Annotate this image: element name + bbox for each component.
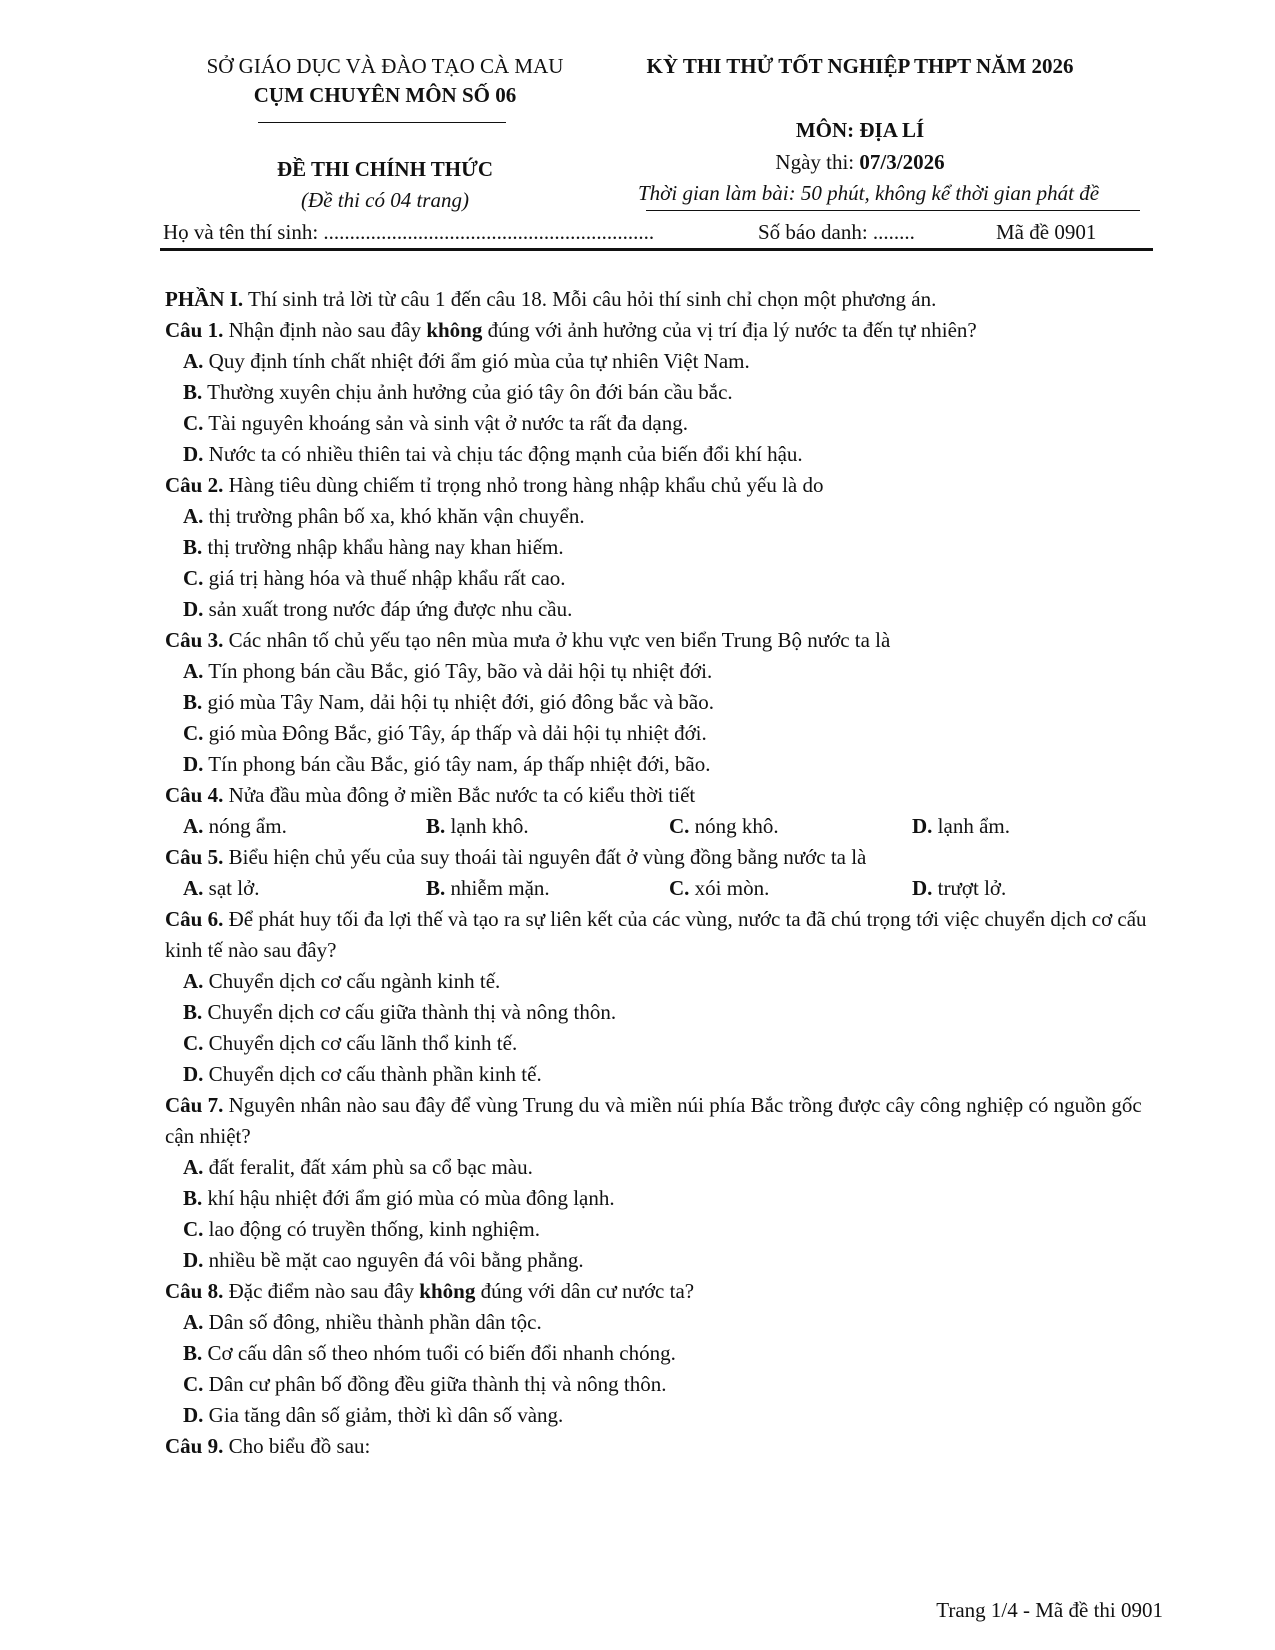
question-9 <box>165 1431 1155 1462</box>
question-text-post: đúng với ảnh hưởng của vị trí địa lý nước ta đến tự nhiên? <box>482 318 977 342</box>
option-text: Dân số đông, nhiều thành phần dân tộc. <box>208 1310 542 1334</box>
candidate-id-field: Số báo danh: ........ <box>758 220 915 244</box>
option-text: trượt lở. <box>937 876 1007 900</box>
option-letter: A. <box>183 876 204 900</box>
option-text: nhiễm mặn. <box>450 876 550 900</box>
option <box>165 1400 1155 1431</box>
option-letter: A. <box>183 504 204 528</box>
option-text: Gia tăng dân số giảm, thời kì dân số vàng. <box>208 1403 564 1427</box>
option-letter: C. <box>183 566 204 590</box>
option <box>165 532 1155 563</box>
option <box>165 1183 1155 1214</box>
cluster-name: CỤM CHUYÊN MÔN SỐ 06 <box>253 83 517 107</box>
option-letter: D. <box>912 876 933 900</box>
option-text: Tài nguyên khoáng sản và sinh vật ở nước ta rất đa dạng. <box>208 411 689 435</box>
option-text: Chuyển dịch cơ cấu thành phần kinh tế. <box>208 1062 542 1086</box>
exam-date-value: 07/3/2026 <box>859 150 945 174</box>
question-4 <box>165 780 1155 842</box>
option <box>165 749 1155 780</box>
question-text-pre: Nhận định nào sau đây <box>223 318 427 342</box>
question-1 <box>165 315 1155 470</box>
option-text: Quy định tính chất nhiệt đới ẩm gió mùa của tự nhiên Việt Nam. <box>208 349 750 373</box>
option-letter: D. <box>912 814 933 838</box>
option <box>669 873 912 904</box>
option-text: thị trường nhập khẩu hàng nay khan hiếm. <box>207 535 564 559</box>
question-body <box>165 284 1155 1462</box>
option <box>165 439 1155 470</box>
option <box>165 1369 1155 1400</box>
question-label: Câu 9. <box>165 1434 224 1458</box>
option-text: sạt lở. <box>208 876 260 900</box>
option <box>912 873 1155 904</box>
option-text: Tín phong bán cầu Bắc, gió tây nam, áp thấp nhiệt đới, bão. <box>208 752 711 776</box>
question-label: Câu 2. <box>165 473 224 497</box>
option-text: Chuyển dịch cơ cấu lãnh thổ kinh tế. <box>208 1031 518 1055</box>
option-letter: D. <box>183 1062 204 1086</box>
question-label: Câu 8. <box>165 1279 224 1303</box>
option <box>165 966 1155 997</box>
time-underline <box>646 210 1140 211</box>
option-letter: B. <box>183 1000 203 1024</box>
option <box>669 811 912 842</box>
department-name: SỞ GIÁO DỤC VÀ ĐÀO TẠO CÀ MAU <box>206 54 564 78</box>
option-text: xói mòn. <box>694 876 770 900</box>
option <box>165 563 1155 594</box>
official-label: ĐỀ THI CHÍNH THỨC <box>276 157 494 181</box>
option <box>165 1152 1155 1183</box>
question-text: Để phát huy tối đa lợi thế và tạo ra sự liên kết của các vùng, nước ta đã chú trọng tới việc chuyển dịch cơ cấu kinh tế nào sau đây? <box>165 907 1147 962</box>
question-3 <box>165 625 1155 780</box>
option-text: lao động có truyền thống, kinh nghiệm. <box>208 1217 540 1241</box>
option <box>426 811 669 842</box>
option-letter: A. <box>183 659 204 683</box>
part-label: PHẦN I. <box>165 287 244 311</box>
option-letter: A. <box>183 349 204 373</box>
option-text: Nước ta có nhiều thiên tai và chịu tác động mạnh của biến đổi khí hậu. <box>208 442 803 466</box>
option-row <box>165 873 1155 904</box>
option <box>426 873 669 904</box>
option-letter: D. <box>183 1403 204 1427</box>
option-letter: D. <box>183 597 204 621</box>
option-text: lạnh ẩm. <box>937 814 1010 838</box>
option <box>165 1214 1155 1245</box>
part-instruction-text: Thí sinh trả lời từ câu 1 đến câu 18. Mỗi câu hỏi thí sinh chỉ chọn một phương án. <box>243 287 937 311</box>
question-stem <box>165 1431 1155 1462</box>
option-text: khí hậu nhiệt đới ẩm gió mùa có mùa đông lạnh. <box>207 1186 615 1210</box>
option-text: giá trị hàng hóa và thuế nhập khẩu rất cao. <box>208 566 566 590</box>
exam-title: KỲ THI THỬ TỐT NGHIỆP THPT NĂM 2026 <box>646 54 1074 78</box>
option-letter: D. <box>183 1248 204 1272</box>
option <box>183 873 426 904</box>
option-letter: B. <box>183 1341 203 1365</box>
option-letter: C. <box>183 1031 204 1055</box>
option-letter: C. <box>183 1217 204 1241</box>
option <box>165 346 1155 377</box>
question-label: Câu 7. <box>165 1093 224 1117</box>
option <box>165 501 1155 532</box>
question-text: Các nhân tố chủ yếu tạo nên mùa mưa ở khu vực ven biển Trung Bộ nước ta là <box>223 628 891 652</box>
time-note: Thời gian làm bài: 50 phút, không kể thời gian phát đề <box>638 181 1100 205</box>
question-text: Cho biểu đồ sau: <box>223 1434 371 1458</box>
option-letter: D. <box>183 752 204 776</box>
cluster-underline <box>258 122 506 123</box>
option-letter: B. <box>426 876 446 900</box>
question-stem <box>165 315 1155 346</box>
question-8 <box>165 1276 1155 1431</box>
pages-note: (Đề thi có 04 trang) <box>301 188 469 212</box>
option-letter: C. <box>183 721 204 745</box>
option-text: nóng khô. <box>694 814 779 838</box>
option <box>165 656 1155 687</box>
question-label: Câu 3. <box>165 628 224 652</box>
option-text: gió mùa Tây Nam, dải hội tụ nhiệt đới, gió đông bắc và bão. <box>207 690 714 714</box>
option-text: Tín phong bán cầu Bắc, gió Tây, bão và dải hội tụ nhiệt đới. <box>208 659 713 683</box>
option-text: Dân cư phân bố đồng đều giữa thành thị và nông thôn. <box>208 1372 667 1396</box>
question-stem <box>165 1090 1155 1152</box>
option-text: lạnh khô. <box>450 814 529 838</box>
option-row <box>165 811 1155 842</box>
question-text: Nửa đầu mùa đông ở miền Bắc nước ta có kiểu thời tiết <box>223 783 696 807</box>
question-stem <box>165 625 1155 656</box>
option-text: Chuyển dịch cơ cấu giữa thành thị và nông thôn. <box>207 1000 617 1024</box>
question-stem <box>165 904 1155 966</box>
option <box>165 408 1155 439</box>
exam-date <box>630 150 1090 175</box>
option-letter: B. <box>426 814 446 838</box>
option <box>165 718 1155 749</box>
option-text: Cơ cấu dân số theo nhóm tuổi có biến đổi nhanh chóng. <box>207 1341 676 1365</box>
option-letter: A. <box>183 1310 204 1334</box>
question-stem <box>165 780 1155 811</box>
question-stem <box>165 1276 1155 1307</box>
question-5 <box>165 842 1155 904</box>
question-label: Câu 1. <box>165 318 224 342</box>
option-letter: C. <box>183 1372 204 1396</box>
option-text: Chuyển dịch cơ cấu ngành kinh tế. <box>208 969 501 993</box>
option-text: nhiều bề mặt cao nguyên đá vôi bằng phẳng. <box>208 1248 584 1272</box>
option <box>165 1059 1155 1090</box>
question-7 <box>165 1090 1155 1276</box>
exam-date-label: Ngày thi: <box>775 150 860 174</box>
page-footer: Trang 1/4 - Mã đề thi 0901 <box>936 1598 1163 1622</box>
header-divider <box>160 248 1153 251</box>
question-label: Câu 4. <box>165 783 224 807</box>
option-letter: B. <box>183 380 203 404</box>
question-text: Biểu hiện chủ yếu của suy thoái tài nguyên đất ở vùng đồng bằng nước ta là <box>223 845 867 869</box>
question-label: Câu 5. <box>165 845 224 869</box>
question-text-pre: Đặc điểm nào sau đây <box>223 1279 420 1303</box>
option <box>912 811 1155 842</box>
subject-title: MÔN: ĐỊA LÍ <box>795 118 925 142</box>
part-instruction <box>165 284 1155 315</box>
question-label: Câu 6. <box>165 907 224 931</box>
option-text: sản xuất trong nước đáp ứng được nhu cầu. <box>208 597 573 621</box>
option <box>165 377 1155 408</box>
option-letter: A. <box>183 814 204 838</box>
option <box>165 1245 1155 1276</box>
question-text-emphasis: không <box>419 1279 476 1303</box>
question-stem <box>165 842 1155 873</box>
option-letter: C. <box>669 814 690 838</box>
question-text-post: đúng với dân cư nước ta? <box>475 1279 695 1303</box>
question-text-emphasis: không <box>426 318 483 342</box>
question-text: Nguyên nhân nào sau đây để vùng Trung du và miền núi phía Bắc trồng được cây công nghiệp có nguồn gốc cận nhiệt? <box>165 1093 1142 1148</box>
question-list <box>165 315 1155 1462</box>
option <box>165 997 1155 1028</box>
option-letter: B. <box>183 1186 203 1210</box>
option <box>183 811 426 842</box>
question-6 <box>165 904 1155 1090</box>
option <box>165 687 1155 718</box>
question-2 <box>165 470 1155 625</box>
option-letter: A. <box>183 1155 204 1179</box>
question-text: Hàng tiêu dùng chiếm tỉ trọng nhỏ trong hàng nhập khẩu chủ yếu là do <box>223 473 824 497</box>
option-letter: B. <box>183 690 203 714</box>
option-letter: A. <box>183 969 204 993</box>
option-letter: C. <box>183 411 204 435</box>
option-text: thị trường phân bố xa, khó khăn vận chuyển. <box>208 504 585 528</box>
option <box>165 1307 1155 1338</box>
option-text: nóng ẩm. <box>208 814 287 838</box>
option-text: đất feralit, đất xám phù sa cổ bạc màu. <box>208 1155 533 1179</box>
exam-code: Mã đề 0901 <box>996 220 1097 244</box>
option-letter: B. <box>183 535 203 559</box>
option <box>165 1028 1155 1059</box>
question-stem <box>165 470 1155 501</box>
option-letter: C. <box>669 876 690 900</box>
option-text: Thường xuyên chịu ảnh hưởng của gió tây ôn đới bán cầu bắc. <box>207 380 733 404</box>
option <box>165 1338 1155 1369</box>
option <box>165 594 1155 625</box>
candidate-name-field: Họ và tên thí sinh: ............................................................... <box>163 220 655 244</box>
option-letter: D. <box>183 442 204 466</box>
option-text: gió mùa Đông Bắc, gió Tây, áp thấp và dải hội tụ nhiệt đới. <box>208 721 707 745</box>
